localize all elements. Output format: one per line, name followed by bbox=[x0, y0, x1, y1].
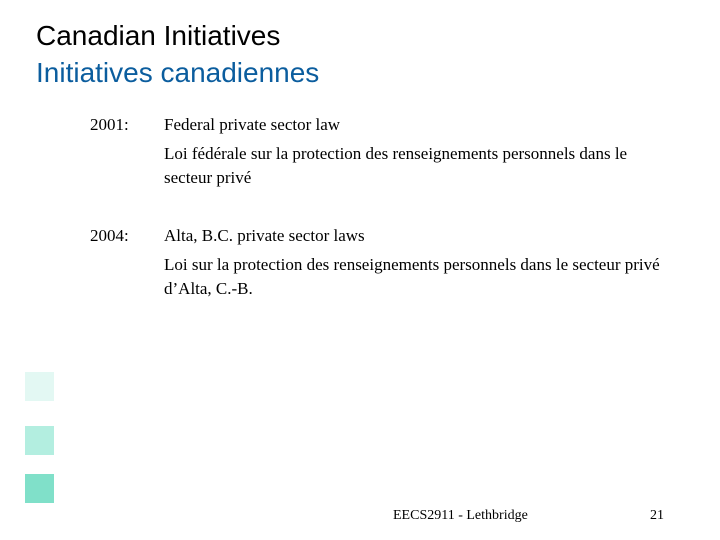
entry-english-text: Federal private sector law bbox=[164, 115, 341, 134]
decorative-square-dark bbox=[25, 474, 54, 503]
decorative-square-light bbox=[25, 372, 54, 401]
entry-year: 2004: bbox=[90, 226, 129, 245]
slide-title-english: Canadian Initiatives bbox=[36, 20, 281, 51]
entry-english-text: Alta, B.C. private sector laws bbox=[164, 226, 365, 245]
footer-label: EECS2911 - Lethbridge bbox=[393, 508, 528, 523]
slide-title-french: Initiatives canadiennes bbox=[36, 57, 320, 88]
entry-french-text: Loi sur la protection des renseignements personnels dans le secteur privé d’Alta, C.-B. bbox=[164, 255, 660, 298]
page-number: 21 bbox=[650, 508, 664, 523]
decorative-square-medium bbox=[25, 426, 54, 455]
entry-french-text: Loi fédérale sur la protection des renseignements personnels dans le secteur privé bbox=[164, 144, 628, 187]
entry-year: 2001: bbox=[90, 115, 129, 134]
